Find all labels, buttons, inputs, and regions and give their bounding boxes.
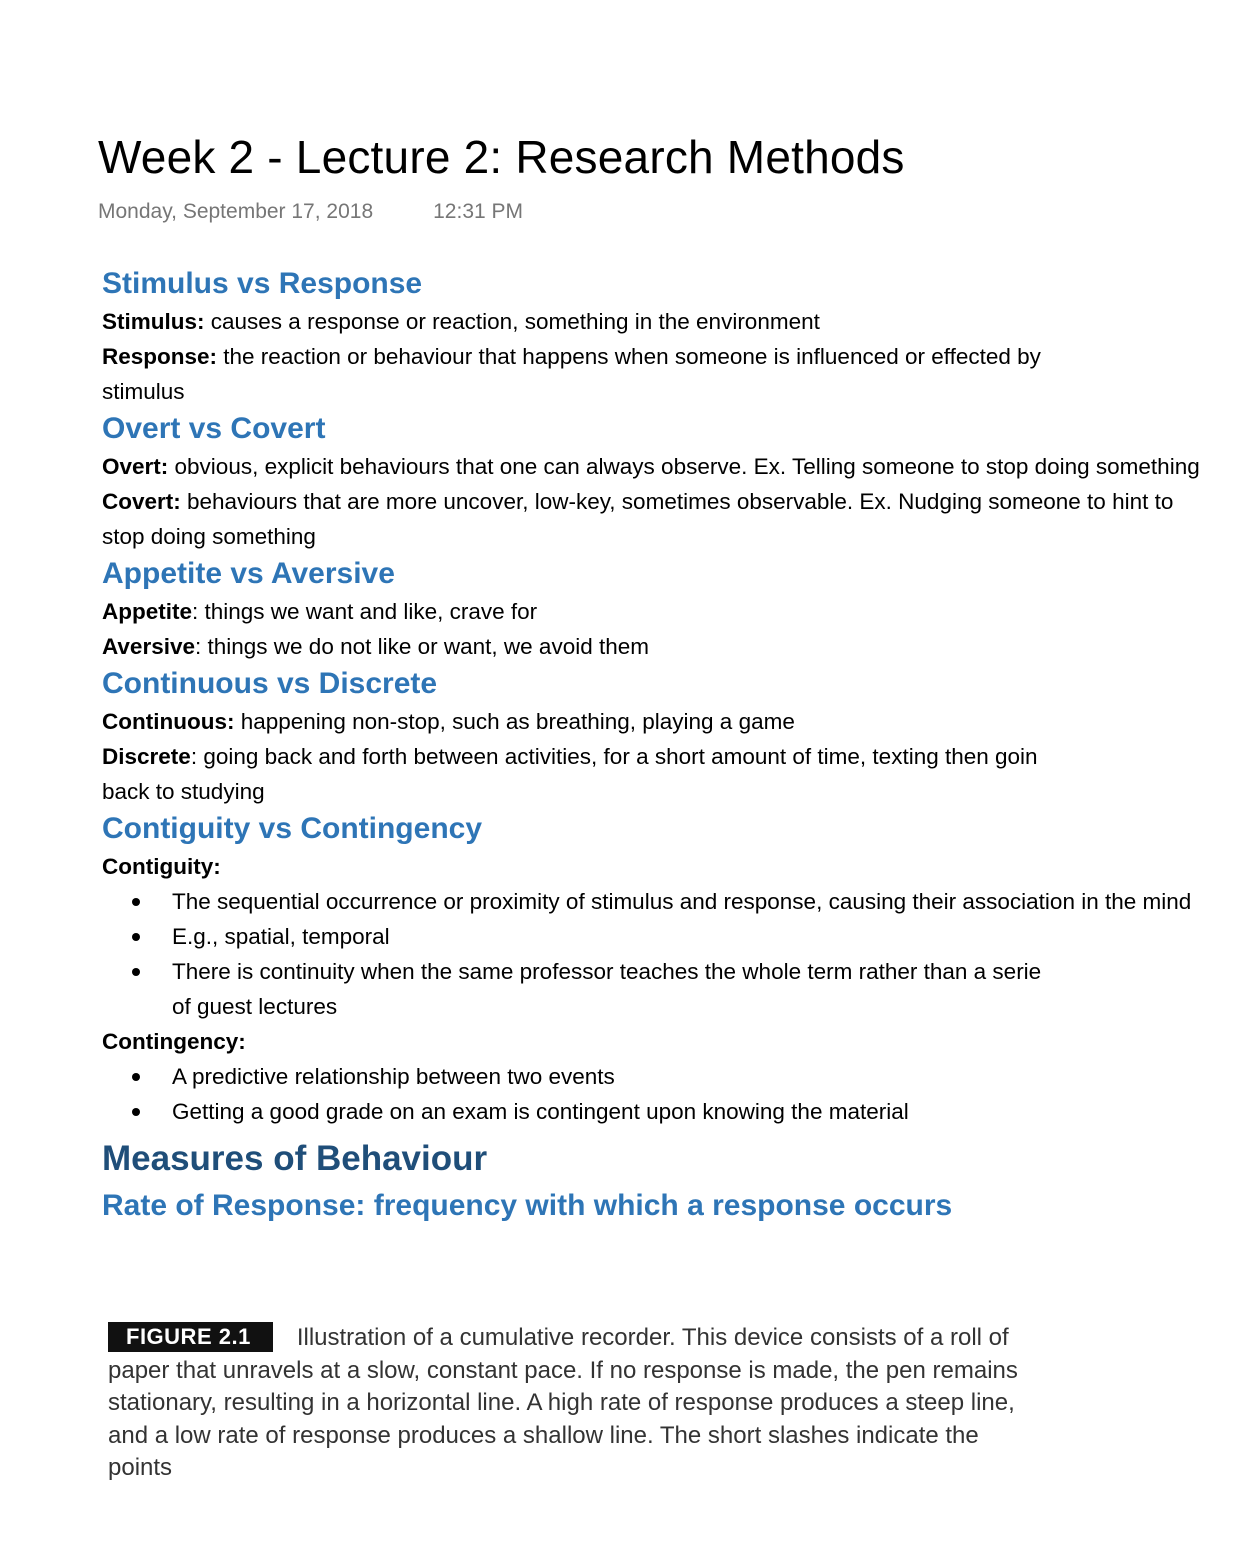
list-item: E.g., spatial, temporal	[172, 919, 1200, 954]
bullet-icon	[132, 1073, 140, 1081]
heading-measures-of-behaviour: Measures of Behaviour	[102, 1139, 488, 1178]
figure-caption-image	[108, 1322, 1028, 1481]
figure-caption: Illustration of a cumulative recorder. This device consists of a roll of paper that unravels at a slow, constant pace. If no response is made, the pen remains stationary, resulting in a horizontal line. A high rate of response produces a steep line, and a low rate of response produces a shallow line. The short slashes indicate the points	[108, 1324, 1018, 1481]
response-definition-cont: stimulus	[102, 379, 185, 404]
discrete-term: Discrete	[102, 744, 191, 769]
bullet-icon	[132, 1108, 140, 1116]
note-date: Monday, September 17, 2018	[98, 200, 374, 223]
heading-stimulus-vs-response: Stimulus vs Response	[102, 267, 423, 300]
page-title: Week 2 - Lecture 2: Research Methods	[98, 131, 905, 183]
heading-appetite-vs-aversive: Appetite vs Aversive	[102, 557, 395, 590]
appetite-term: Appetite	[102, 599, 192, 624]
list-item: Getting a good grade on an exam is contingent upon knowing the material	[172, 1094, 1200, 1129]
list-item: A predictive relationship between two events	[172, 1059, 1200, 1094]
contingency-label	[102, 1024, 1200, 1059]
response-term: Response:	[102, 344, 218, 369]
note-time: 12:31 PM	[433, 200, 524, 223]
continuous-text: happening non-stop, such as breathing, playing a game	[234, 709, 795, 734]
heading-rate-of-response: Rate of Response: frequency with which a response occurs	[102, 1189, 953, 1222]
covert-definition	[102, 484, 1200, 554]
overt-definition	[102, 449, 1200, 484]
heading-overt-vs-covert: Overt vs Covert	[102, 412, 326, 445]
appetite-definition	[102, 594, 1200, 629]
bullet-icon	[132, 933, 140, 941]
aversive-term: Aversive	[102, 634, 195, 659]
contiguity-bullet-list	[102, 884, 1200, 1024]
response-text: the reaction or behaviour that happens when someone is influenced or effected by	[217, 344, 1041, 369]
bullet-icon	[132, 968, 140, 976]
covert-text: behaviours that are more uncover, low-key, sometimes observable. Ex. Nudging someone to hint to stop doing something	[102, 489, 1174, 549]
list-item: There is continuity when the same professor teaches the whole term rather than a serie	[172, 954, 1200, 989]
discrete-definition	[102, 739, 1200, 774]
contiguity-label	[102, 849, 1200, 884]
continuous-term: Continuous:	[102, 709, 235, 734]
stimulus-term: Stimulus:	[102, 309, 205, 334]
list-item: The sequential occurrence or proximity of stimulus and response, causing their association in the mind	[172, 884, 1200, 919]
continuous-definition	[102, 704, 1200, 739]
overt-text: obvious, explicit behaviours that one can always observe. Ex. Telling someone to stop doing something	[168, 454, 1200, 479]
covert-term: Covert:	[102, 489, 181, 514]
discrete-text: : going back and forth between activities, for a short amount of time, texting then goin	[190, 744, 1038, 769]
heading-continuous-vs-discrete: Continuous vs Discrete	[102, 667, 438, 700]
bullet-icon	[132, 898, 140, 906]
contingency-term: Contingency:	[102, 1029, 246, 1054]
note-content	[102, 264, 1242, 1229]
figure-badge: FIGURE 2.1	[108, 1322, 273, 1352]
discrete-definition-cont: back to studying	[102, 779, 265, 804]
contingency-bullet-list	[102, 1059, 1200, 1129]
overt-term: Overt:	[102, 454, 169, 479]
contiguity-term: Contiguity:	[102, 854, 221, 879]
aversive-definition	[102, 629, 1200, 664]
stimulus-definition	[102, 304, 1200, 339]
appetite-text: : things we want and like, crave for	[192, 599, 538, 624]
stimulus-text: causes a response or reaction, something in the environment	[204, 309, 820, 334]
heading-contiguity-vs-contingency: Contiguity vs Contingency	[102, 812, 483, 845]
note-datetime	[98, 200, 523, 224]
aversive-text: : things we do not like or want, we avoid them	[195, 634, 649, 659]
list-item-cont: of guest lectures	[172, 994, 338, 1019]
response-definition	[102, 339, 1200, 374]
